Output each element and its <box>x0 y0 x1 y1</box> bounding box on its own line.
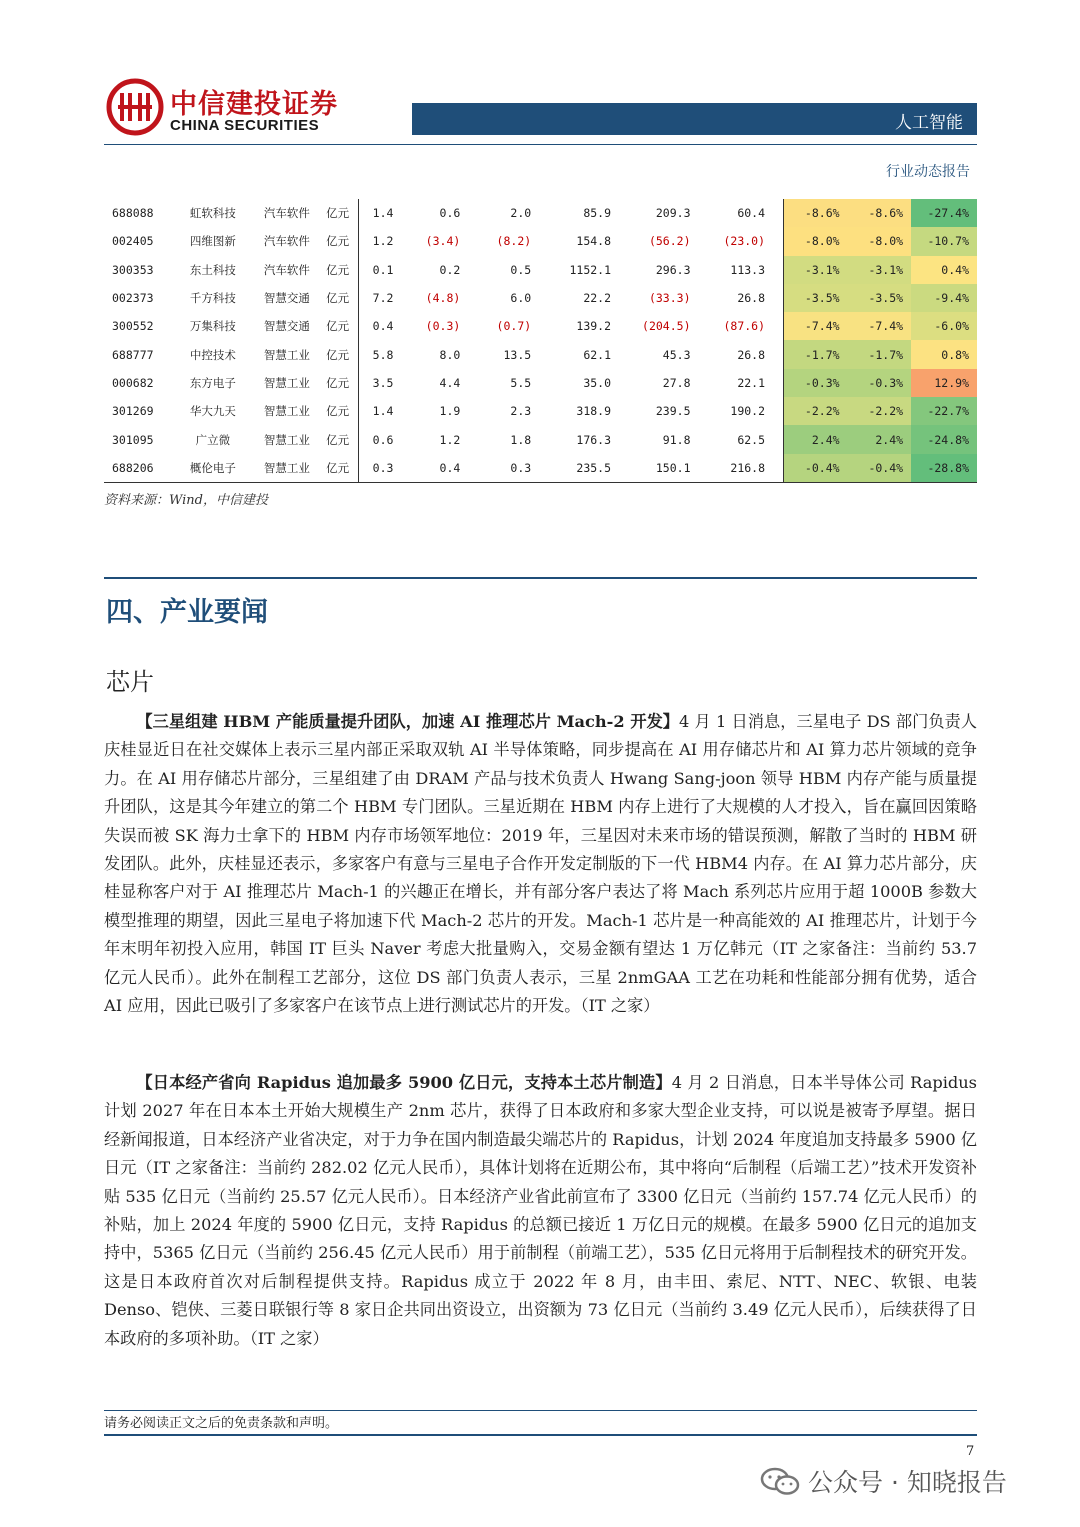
table-cell-p1: -2.2% <box>784 397 848 425</box>
disclaimer: 请务必阅读正文之后的免责条款和声明。 <box>104 1416 339 1431</box>
table-cell-unit: 亿元 <box>318 256 358 284</box>
table-cell-v1: 5.8 <box>372 347 394 362</box>
table-cell-v2: 1.2 <box>439 432 461 447</box>
table-row <box>104 397 977 425</box>
table-cell-v2: 4.4 <box>439 375 461 390</box>
table-cell-p3: 0.8% <box>911 340 977 368</box>
news-article <box>104 1069 977 1353</box>
table-cell-v1: 1.4 <box>372 206 394 221</box>
table-cell-v3: (8.2) <box>496 234 532 249</box>
news-body: 4 月 2 日消息，日本半导体公司 Rapidus 计划 2027 年在日本本土开始大规模生产 2nm 芯片，获得了日本政府和多家大型企业支持，可以说是被寄予厚望。据日经新闻报道，日本经济产业省决定，对于力争在国内制造最尖端芯片的 Rapidus，计划 2024 年度追加支持最多 5900 亿日元（IT 之家备注：当前约 282.02 亿元人民币），具体计划将在近期公布，其中将向“后制程（后端工艺）”技术开发资补贴 535 亿日元（当前约 25.57 亿元人民币）。日本经济产业省此前宣布了 3300 亿日元（当前约 157.74 亿元人民币）的补贴，加上 2024 年度的 5900 亿日元，支持 Rapidus 的总额已接近 1 万亿日元的规模。在最多 5900 亿日元的追加支持中，5365 亿日元（当前约 256.45 亿元人民币）用于前制程（前端工艺），535 亿日元将用于后制程技术的研究开发。这是日本政府首次对后制程提供支持。Rapidus 成立于 2022 年 8 月，由丰田、索尼、NTT、NEC、软银、电装 Denso、铠侠、三菱日联银行等 8 家日企共同出资设立，出资额为 73 亿日元（当前约 3.49 亿元人民币），后续获得了日本政府的多项补助。（IT 之家） <box>104 1073 977 1348</box>
table-cell-v4: 235.5 <box>549 454 629 483</box>
table-cell-v3: 0.3 <box>478 454 549 483</box>
table-row <box>104 454 977 483</box>
table-cell-name: 万集科技 <box>189 319 236 334</box>
table-cell-name: 华大九天 <box>189 404 236 419</box>
footer-divider-bottom <box>104 1434 977 1436</box>
table-row <box>104 199 977 227</box>
table-cell-v2: (3.4) <box>425 234 461 249</box>
table-cell-v5: 296.3 <box>655 262 691 277</box>
table-cell-category: 汽车软件 <box>263 234 310 249</box>
table-cell-p3: -9.4% <box>911 284 977 312</box>
report-type: 行业动态报告 <box>886 164 970 180</box>
table-cell-category: 智慧工业 <box>263 404 310 419</box>
table-cell-v1: 3.5 <box>372 375 394 390</box>
table-cell-p1: 2.4% <box>784 425 848 453</box>
sector-banner <box>412 103 977 135</box>
table-cell-p2: -3.5% <box>848 284 912 312</box>
table-cell-v4: 62.1 <box>583 347 612 362</box>
table-cell-v2: 8.0 <box>439 347 461 362</box>
table-cell-v2: 0.2 <box>439 262 461 277</box>
table-cell-name: 概伦电子 <box>170 454 256 483</box>
wechat-icon <box>760 1466 800 1496</box>
table-cell-v6: 113.3 <box>709 256 784 284</box>
table-cell-p1: -8.0% <box>784 227 848 255</box>
table-cell-v4: 139.2 <box>576 319 612 334</box>
table-cell-v6: (87.6) <box>709 312 784 340</box>
table-cell-name: 东土科技 <box>189 262 236 277</box>
table-cell-p2: -7.4% <box>848 312 912 340</box>
table-cell-p2: -1.7% <box>848 340 912 368</box>
table-cell-v5: 27.8 <box>662 375 691 390</box>
table-cell-v5: 91.8 <box>662 432 691 447</box>
table-cell-v4: 1152.1 <box>569 262 612 277</box>
table-cell-v2: 0.4 <box>411 454 478 483</box>
table-cell-v5: 209.3 <box>655 206 691 221</box>
table-row <box>104 284 977 312</box>
table-cell-category: 智慧工业 <box>263 432 310 447</box>
table-cell-category: 智慧工业 <box>256 454 318 483</box>
table-cell-v6: 22.1 <box>709 369 784 397</box>
table-cell-category: 智慧工业 <box>263 375 310 390</box>
table-cell-category: 汽车软件 <box>263 206 310 221</box>
china-securities-logo-icon <box>106 78 164 136</box>
table-cell-v1: 0.4 <box>372 319 394 334</box>
table-cell-v3: 0.5 <box>510 262 532 277</box>
table-cell-p1: -0.4% <box>784 454 848 483</box>
table-cell-v4: 35.0 <box>583 375 612 390</box>
subsection-title: 芯片 <box>106 668 154 696</box>
table-cell-v2: (0.3) <box>425 319 461 334</box>
table-cell-v2: 1.9 <box>439 404 461 419</box>
news-headline: 【三星组建 HBM 产能质量提升团队，加速 AI 推理芯片 Mach-2 开发】 <box>136 712 680 731</box>
table-cell-unit: 亿元 <box>318 312 358 340</box>
table-row <box>104 312 977 340</box>
table-cell-v4: 176.3 <box>576 432 612 447</box>
table-cell-p1: -8.6% <box>784 199 848 227</box>
sector-label: 人工智能 <box>895 113 963 133</box>
news-body: 4 月 1 日消息，三星电子 DS 部门负责人庆桂显近日在社交媒体上表示三星内部正采取双轨 AI 半导体策略，同步提高在 AI 用存储芯片和 AI 算力芯片领域的竞争力。在 AI 用存储芯片部分，三星组建了由 DRAM 产品与技术负责人 Hwang Sang-joon 领导 HBM 内存产能与质量提升团队，这是其今年建立的第二个 HBM 专门团队。三星近期在 HBM 内存上进行了大规模的人才投入，旨在赢回因策略失误而被 SK 海力士拿下的 HBM 内存市场领军地位：2019 年，三星因对未来市场的错误预测，解散了当时的 HBM 研发团队。此外，庆桂显还表示，多家客户有意与三星电子合作开发定制版的下一代 HBM4 内存。在 AI 算力芯片部分，庆桂显称客户对于 AI 推理芯片 Mach-1 的兴趣正在增长，并有部分客户表达了将 Mach 系列芯片应用于超 1000B 参数大模型推理的期望，因此三星电子将加速下代 Mach-2 芯片的开发。Mach-1 芯片是一种高能效的 AI 推理芯片，计划于今年末明年初投入应用，韩国 IT 巨头 Naver 考虑大批量购入，交易金额有望达 1 万亿韩元（IT 之家备注：当前约 53.7 亿元人民币）。此外在制程工艺部分，这位 DS 部门负责人表示，三星 2nmGAA 工艺在功耗和性能部分拥有优势，适合 AI 应用，因此已吸引了多家客户在该节点上进行测试芯片的开发。（IT 之家） <box>104 712 977 1016</box>
table-cell-p1: -3.1% <box>784 256 848 284</box>
table-cell-v1: 1.4 <box>372 404 394 419</box>
table-cell-v2: (4.8) <box>425 291 461 306</box>
table-cell-v1: 0.1 <box>372 262 394 277</box>
table-cell-v1: 1.2 <box>372 234 394 249</box>
table-cell-v5: (33.3) <box>648 291 691 306</box>
table-cell-v4: 154.8 <box>576 234 612 249</box>
table-cell-category: 智慧工业 <box>263 347 310 362</box>
table-cell-v3: 1.8 <box>510 432 532 447</box>
table-cell-p2: -8.6% <box>848 199 912 227</box>
table-cell-v3: 2.0 <box>510 206 532 221</box>
table-cell-v6: 62.5 <box>709 425 784 453</box>
table-cell-p1: -0.3% <box>784 369 848 397</box>
table-cell-code: 688088 <box>112 206 154 221</box>
table-cell-v3: 2.3 <box>510 404 532 419</box>
news-headline: 【日本经产省向 Rapidus 追加最多 5900 亿日元，支持本土芯片制造】 <box>136 1073 672 1092</box>
header-divider <box>104 144 977 145</box>
table-cell-name: 千方科技 <box>189 291 236 306</box>
table-cell-p1: -7.4% <box>784 312 848 340</box>
table-cell-unit: 亿元 <box>318 454 358 483</box>
table-cell-p2: -0.3% <box>848 369 912 397</box>
table-cell-v6: 26.8 <box>709 284 784 312</box>
table-cell-name: 四维图新 <box>189 234 236 249</box>
table-cell-code: 301269 <box>112 404 154 419</box>
table-cell-p2: -0.4% <box>848 454 912 483</box>
page-number: 7 <box>966 1444 975 1459</box>
table-cell-name: 广立微 <box>195 432 231 447</box>
table-cell-unit: 亿元 <box>318 227 358 255</box>
table-cell-p2: 2.4% <box>848 425 912 453</box>
watermark <box>760 1463 1007 1499</box>
table-cell-code: 002405 <box>112 234 154 249</box>
table-cell-p3: 0.4% <box>911 256 977 284</box>
brand-name-en: CHINA SECURITIES <box>170 117 320 134</box>
table-cell-v6: 190.2 <box>709 397 784 425</box>
table-cell-v3: (0.7) <box>496 319 532 334</box>
table-cell-p3: -28.8% <box>911 454 977 483</box>
table-cell-p1: -3.5% <box>784 284 848 312</box>
table-row <box>104 340 977 368</box>
table-cell-code: 300353 <box>112 262 154 277</box>
table-cell-name: 中控技术 <box>189 347 236 362</box>
table-cell-p3: -10.7% <box>911 227 977 255</box>
section-divider <box>104 577 977 579</box>
section-title: 四、产业要闻 <box>106 597 268 628</box>
table-row <box>104 256 977 284</box>
table-cell-code: 688777 <box>112 347 154 362</box>
table-cell-p3: -22.7% <box>911 397 977 425</box>
table-cell-p3: -27.4% <box>911 199 977 227</box>
valuation-table <box>104 199 977 483</box>
table-cell-v5: 239.5 <box>655 404 691 419</box>
table-cell-v6: (23.0) <box>709 227 784 255</box>
watermark-text: 公众号 · 知晓报告 <box>808 1468 1007 1497</box>
table-cell-code: 000682 <box>112 375 154 390</box>
table-cell-v4: 318.9 <box>576 404 612 419</box>
table-cell-v3: 6.0 <box>510 291 532 306</box>
table-cell-unit: 亿元 <box>318 340 358 368</box>
table-cell-code: 300552 <box>112 319 154 334</box>
table-cell-v5: (56.2) <box>648 234 691 249</box>
table-cell-code: 002373 <box>112 291 154 306</box>
table-row <box>104 369 977 397</box>
table-cell-unit: 亿元 <box>318 369 358 397</box>
table-cell-code: 688206 <box>104 454 170 483</box>
table-cell-v1: 0.3 <box>358 454 411 483</box>
table-row <box>104 227 977 255</box>
table-cell-p2: -2.2% <box>848 397 912 425</box>
table-cell-p2: -3.1% <box>848 256 912 284</box>
table-cell-p3: -6.0% <box>911 312 977 340</box>
table-cell-v4: 85.9 <box>583 206 612 221</box>
table-cell-category: 智慧交通 <box>263 291 310 306</box>
news-article <box>104 708 977 1020</box>
table-cell-unit: 亿元 <box>318 284 358 312</box>
table-cell-v1: 7.2 <box>372 291 394 306</box>
table-cell-p1: -1.7% <box>784 340 848 368</box>
table-cell-v2: 0.6 <box>439 206 461 221</box>
table-cell-v5: (204.5) <box>642 319 691 334</box>
table-cell-v3: 5.5 <box>510 375 532 390</box>
table-source: 资料来源：Wind，中信建投 <box>104 493 268 508</box>
table-cell-category: 汽车软件 <box>263 262 310 277</box>
table-cell-v4: 22.2 <box>583 291 612 306</box>
table-row <box>104 425 977 453</box>
table-cell-unit: 亿元 <box>318 397 358 425</box>
table-cell-v6: 216.8 <box>709 454 784 483</box>
table-cell-unit: 亿元 <box>318 199 358 227</box>
table-cell-v5: 45.3 <box>662 347 691 362</box>
table-cell-unit: 亿元 <box>318 425 358 453</box>
table-cell-name: 虹软科技 <box>189 206 236 221</box>
table-cell-p3: -24.8% <box>911 425 977 453</box>
table-cell-p3: 12.9% <box>911 369 977 397</box>
table-cell-v5: 150.1 <box>629 454 708 483</box>
table-cell-v1: 0.6 <box>372 432 394 447</box>
table-cell-v6: 60.4 <box>709 199 784 227</box>
table-cell-v6: 26.8 <box>709 340 784 368</box>
table-cell-name: 东方电子 <box>189 375 236 390</box>
table-cell-code: 301095 <box>112 432 154 447</box>
brand-name-cn: 中信建投证券 <box>170 89 338 120</box>
table-cell-v3: 13.5 <box>503 347 532 362</box>
table-cell-p2: -8.0% <box>848 227 912 255</box>
table-cell-category: 智慧交通 <box>263 319 310 334</box>
footer-divider <box>104 1410 977 1411</box>
